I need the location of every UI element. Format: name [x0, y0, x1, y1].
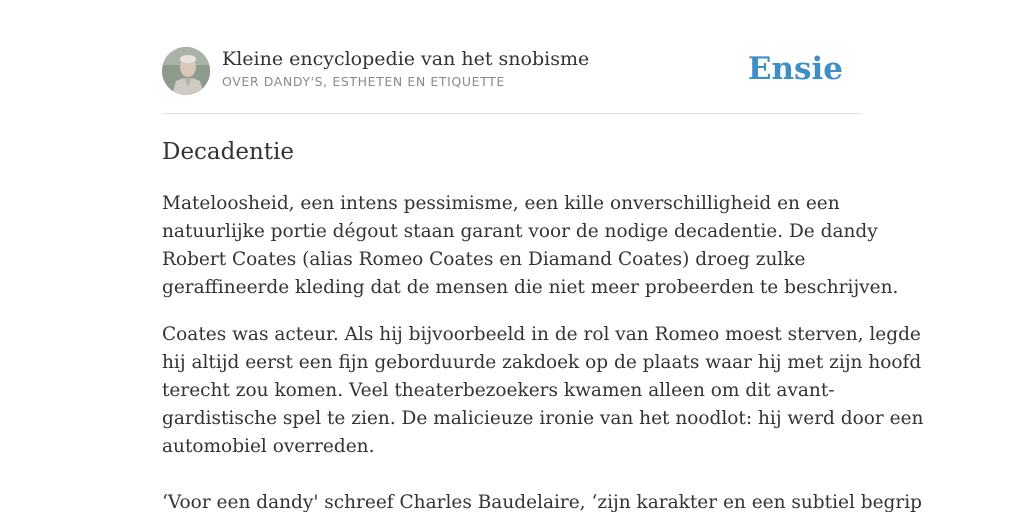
text-line: terecht zou komen. Veel theaterbezoekers kwamen alleen om dit avant- — [162, 380, 835, 401]
text-line: Robert Coates (alias Romeo Coates en Diamand Coates) droeg zulke — [162, 249, 806, 270]
ensie-logo-link[interactable]: Ensie — [747, 51, 843, 87]
text-line: gardistische spel te zien. De malicieuze ironie van het noodlot: hij werd door een — [162, 408, 924, 429]
text-line: Mateloosheid, een intens pessimisme, een kille onverschilligheid en een — [162, 193, 840, 214]
paragraph — [162, 190, 899, 302]
text-line: hij altijd eerst een fijn geborduurde zakdoek op de plaats waar hij met zijn hoofd — [162, 352, 922, 373]
text-line: geraffineerde kleding dat de mensen die niet meer probeerden te beschrijven. — [162, 277, 899, 298]
article-title: Decadentie — [162, 139, 295, 165]
paragraph — [162, 489, 922, 512]
text-line: automobiel overreden. — [162, 436, 375, 457]
avatar-photo-icon — [162, 47, 210, 95]
text-line: ‘Voor een dandy' schreef Charles Baudelaire, ‘zijn karakter en een subtiel begrip — [162, 492, 922, 512]
article-body — [162, 190, 924, 512]
text-line: natuurlijke portie dégout staan garant voor de nodige decadentie. De dandy — [162, 221, 878, 242]
paragraph — [162, 321, 924, 461]
avatar[interactable] — [162, 47, 210, 95]
blog-subtitle: OVER DANDY'S, ESTHETEN EN ETIQUETTE — [222, 74, 505, 89]
site-header — [162, 47, 862, 97]
blog-title-link[interactable]: Kleine encyclopedie van het snobisme — [222, 48, 590, 70]
text-line: Coates was acteur. Als hij bijvoorbeeld in de rol van Romeo moest sterven, legde — [162, 324, 921, 345]
header-divider — [162, 113, 862, 114]
